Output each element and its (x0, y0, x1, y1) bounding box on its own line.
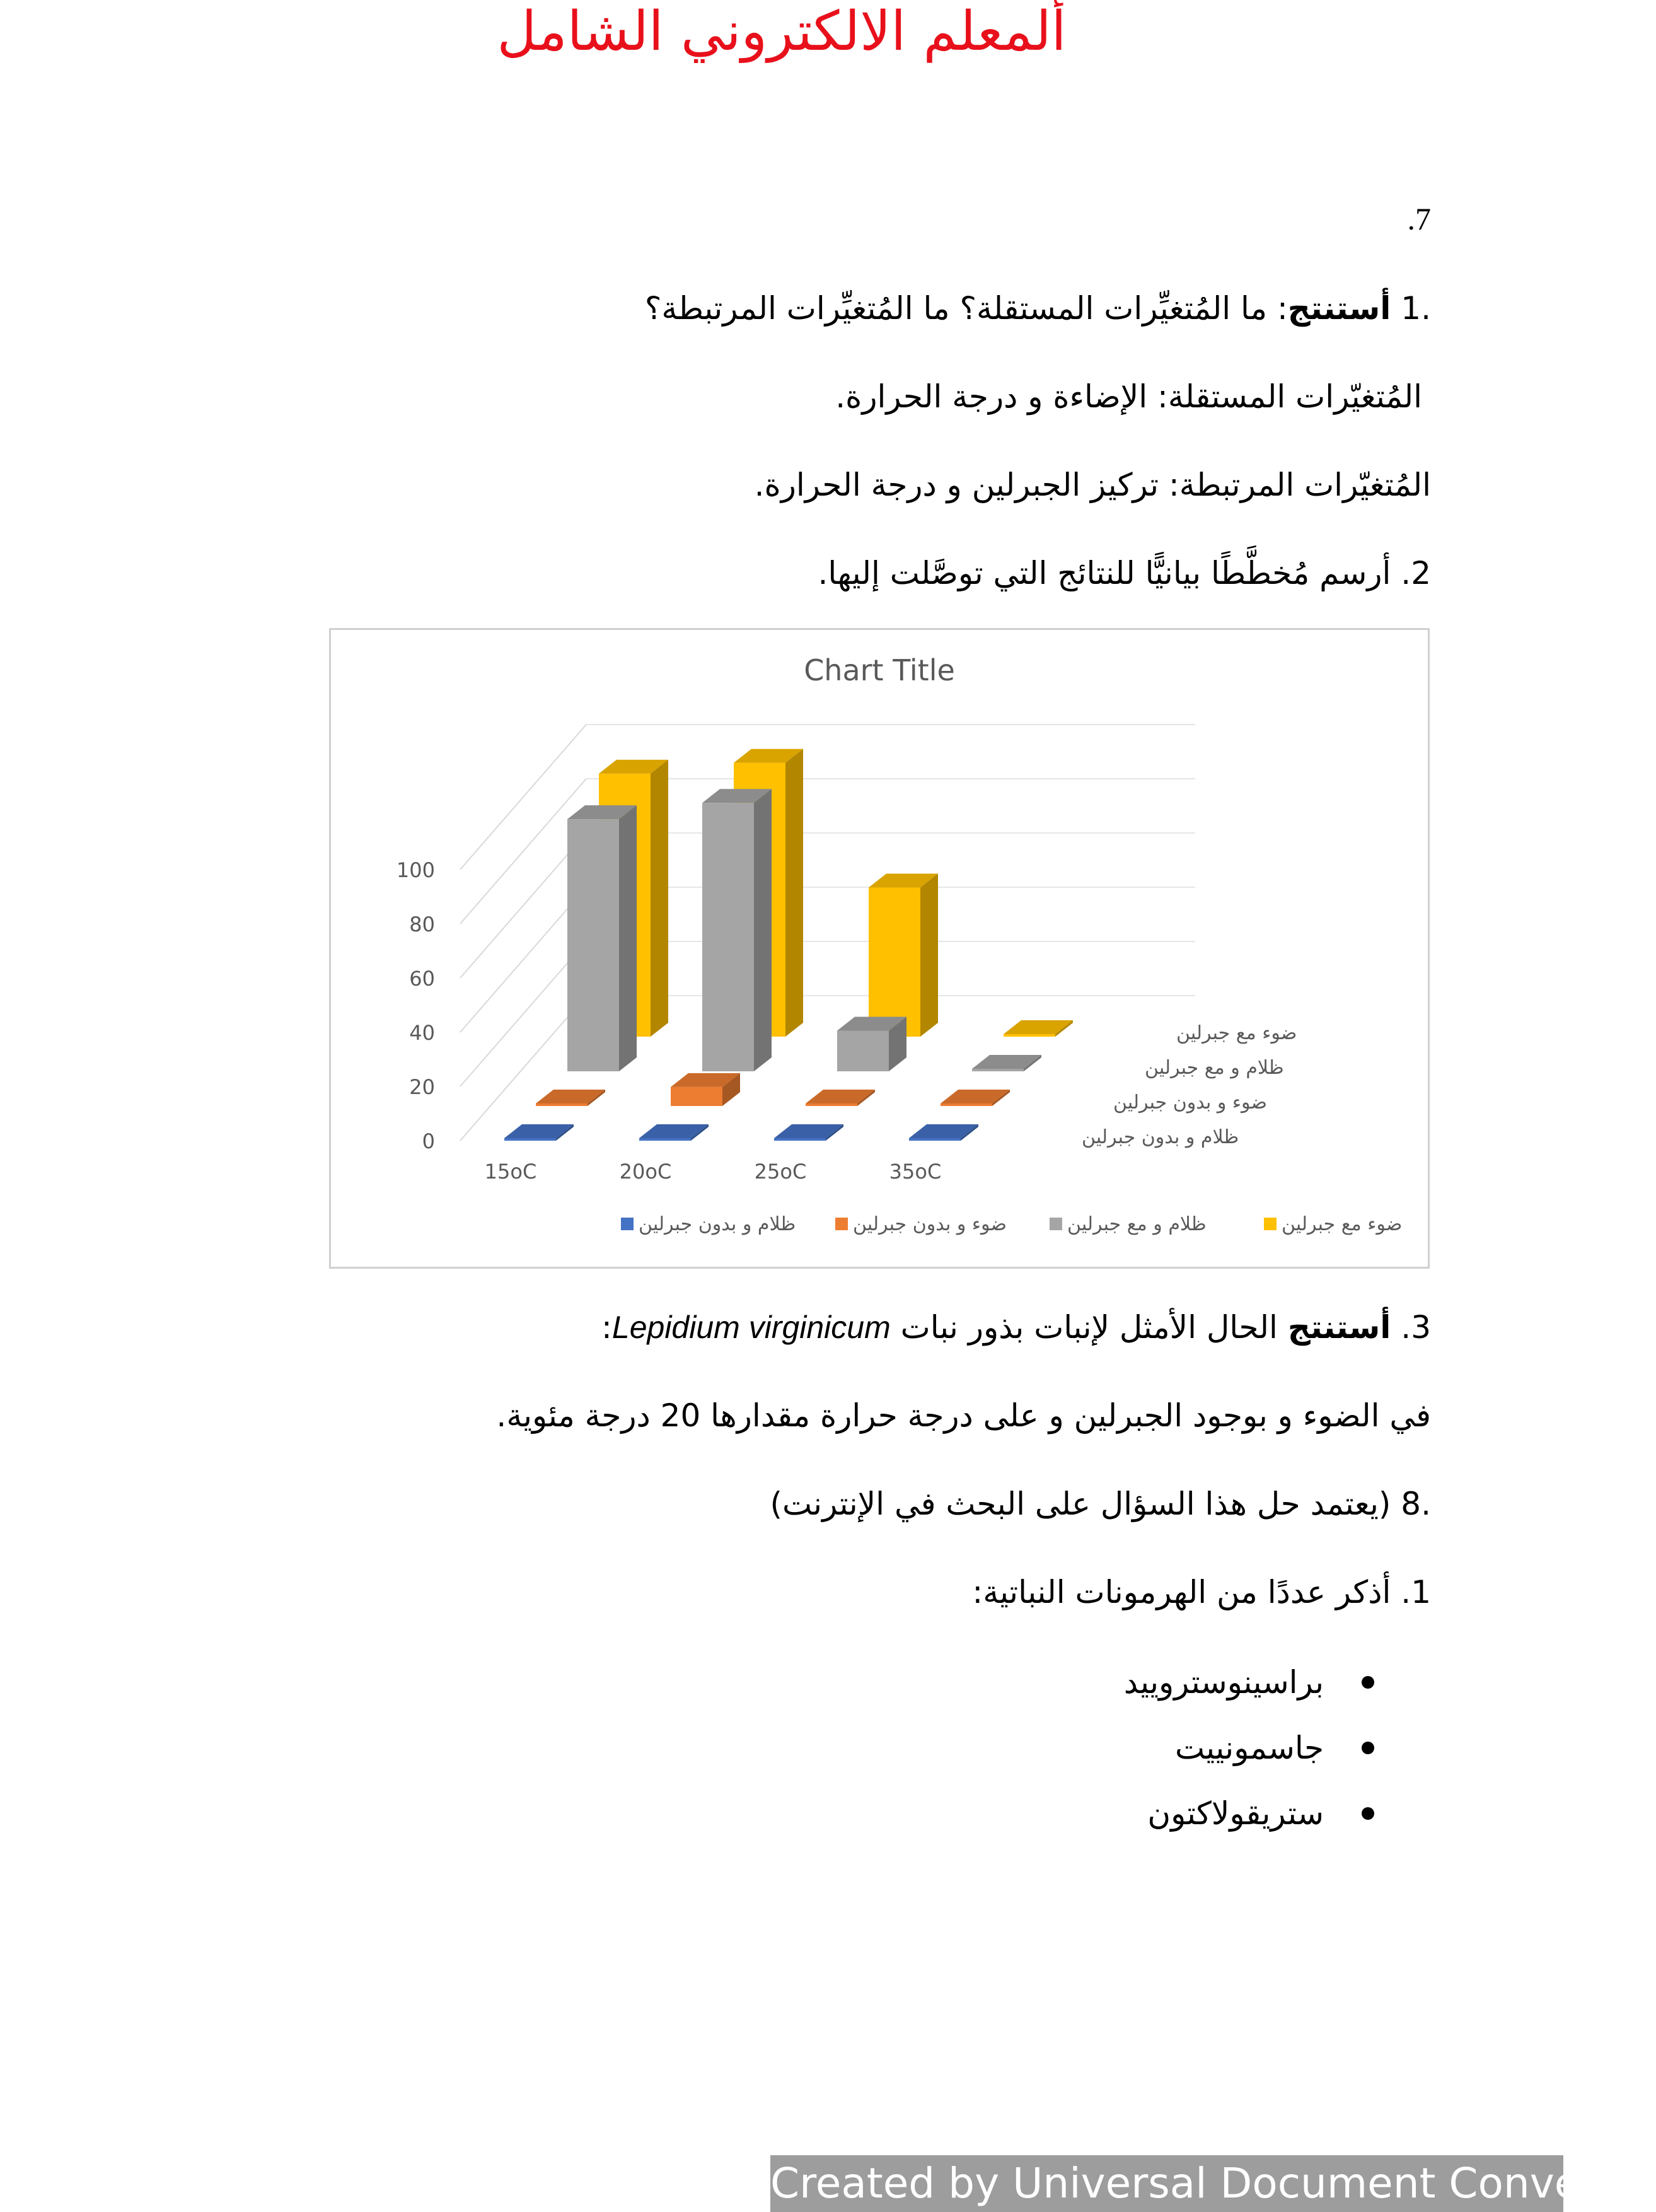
list-item (1124, 1650, 1374, 1715)
bar-top (909, 1124, 978, 1138)
bar-front (909, 1138, 961, 1141)
question-8: .8 (يعتمد حل هذا السؤال على البحث في الإنترنت) (770, 1486, 1431, 1522)
bar-side (619, 805, 637, 1071)
x-tick-label: 20oC (619, 1160, 672, 1184)
bar-front (1004, 1034, 1055, 1037)
bar (702, 789, 772, 1071)
bar-side (920, 874, 938, 1037)
bar (671, 1073, 740, 1106)
bar-front (536, 1103, 588, 1106)
list-item (1124, 1715, 1374, 1781)
bar-top (536, 1090, 605, 1103)
bar (941, 1090, 1010, 1106)
bar-front (639, 1138, 691, 1141)
x-tick-label: 15oC (484, 1160, 537, 1184)
bar-side (754, 789, 772, 1071)
legend-swatch (835, 1218, 848, 1230)
bar (504, 1124, 574, 1141)
bar-side (651, 760, 668, 1037)
bar (972, 1055, 1041, 1071)
bullet-icon (1362, 1676, 1374, 1689)
question-7-1 (645, 286, 1431, 330)
question-7-1-text: : ما المُتغيِّرات المستقلة؟ ما المُتغيِّرات المرتبطة؟ (644, 290, 1288, 327)
answer-optimal-condition: في الضوء و بوجود الجبرلين و على درجة حرارة مقدارها 20 درجة مئوية. (496, 1397, 1431, 1434)
page-header-title: ألمعلم الالكتروني الشامل (497, 0, 1067, 63)
x-tick-label: 35oC (889, 1160, 942, 1184)
answer-independent-variables: المُتغيّرات المستقلة: الإضاءة و درجة الحرارة. (835, 378, 1422, 415)
bar-front (806, 1103, 857, 1106)
bar (806, 1090, 875, 1106)
answer-dependent-variables: المُتغيّرات المرتبطة: تركيز الجبرلين و درجة الحرارة. (754, 467, 1431, 503)
bar-front (702, 803, 754, 1071)
bar-top (972, 1055, 1041, 1069)
question-8-1: 1. أذكر عددًا من الهرمونات النباتية: (972, 1574, 1431, 1610)
hormone-name: جاسمونييت (1175, 1730, 1324, 1766)
bar (536, 1090, 605, 1106)
legend-label: ظلام و بدون جبرلين (639, 1213, 796, 1235)
species-name: Lepidium virginicum (611, 1310, 891, 1345)
bar-top (774, 1124, 843, 1138)
question-7-2: 2. أرسم مُخطَّطًا بيانيًّا للنتائج التي توصَّلت إليها. (818, 555, 1431, 591)
converter-watermark-banner: Created by Universal Document Converter (770, 2155, 1563, 2212)
list-item (1124, 1781, 1374, 1846)
question-7-number: .7 (1407, 201, 1431, 236)
question-7-1-prefix: .1 (1391, 290, 1431, 327)
chart-container (329, 628, 1430, 1269)
bar (869, 874, 938, 1037)
y-tick-label: 80 (409, 912, 435, 936)
bar-top (504, 1124, 574, 1138)
bar-top (806, 1090, 875, 1103)
y-tick-label: 0 (422, 1129, 435, 1153)
question-7-3-prefix: 3. (1391, 1309, 1431, 1346)
y-tick-label: 100 (396, 858, 435, 882)
bar-top (639, 1124, 709, 1138)
hormone-name: ستريقولاكتون (1147, 1795, 1324, 1832)
legend-swatch (1264, 1218, 1277, 1230)
bar-front (567, 819, 619, 1071)
bullet-icon (1362, 1807, 1374, 1820)
question-7-3 (601, 1305, 1431, 1349)
series-axis-label: ظلام و مع جبرلين (1145, 1057, 1284, 1079)
bar-front (504, 1138, 556, 1141)
chart-title: Chart Title (804, 653, 955, 687)
series-axis-label: ظلام و بدون جبرلين (1082, 1126, 1239, 1148)
legend-swatch (1050, 1218, 1062, 1230)
bar-front (774, 1138, 826, 1141)
x-tick-label: 25oC (754, 1160, 807, 1184)
y-tick-label: 60 (409, 967, 435, 991)
bar (909, 1124, 978, 1141)
bar-side (785, 749, 803, 1037)
legend-label: ضوء مع جبرلين (1282, 1213, 1403, 1235)
legend-swatch (621, 1218, 634, 1230)
bar-chart-3d (331, 630, 1428, 1267)
bar-front (837, 1031, 889, 1072)
bar-front (972, 1069, 1024, 1071)
bar-front (671, 1087, 722, 1106)
bar (837, 1017, 906, 1072)
bullet-icon (1362, 1742, 1374, 1754)
hormone-name: براسينوستروييد (1123, 1664, 1324, 1701)
question-7-1-bold: أستنتج (1287, 290, 1391, 327)
series-axis-label: ضوء و بدون جبرلين (1113, 1091, 1267, 1114)
series-axis-label: ضوء مع جبرلين (1176, 1022, 1297, 1044)
bar-front (869, 888, 920, 1037)
question-7-3-text-a: الحال الأمثل لإنبات بذور نبات (890, 1309, 1288, 1346)
bar (1004, 1020, 1073, 1037)
legend-label: ظلام و مع جبرلين (1067, 1213, 1207, 1235)
bar (639, 1124, 709, 1141)
bar (774, 1124, 843, 1141)
question-7-3-text-b: : (601, 1309, 612, 1346)
bar-top (941, 1090, 1010, 1103)
bar-front (941, 1103, 992, 1106)
y-tick-label: 20 (409, 1075, 435, 1099)
y-tick-label: 40 (409, 1021, 435, 1045)
bar (567, 805, 637, 1071)
hormone-list (1124, 1650, 1374, 1846)
legend-label: ضوء و بدون جبرلين (853, 1213, 1007, 1235)
question-7-3-bold: أستنتج (1287, 1309, 1391, 1346)
bar-top (1004, 1020, 1073, 1034)
